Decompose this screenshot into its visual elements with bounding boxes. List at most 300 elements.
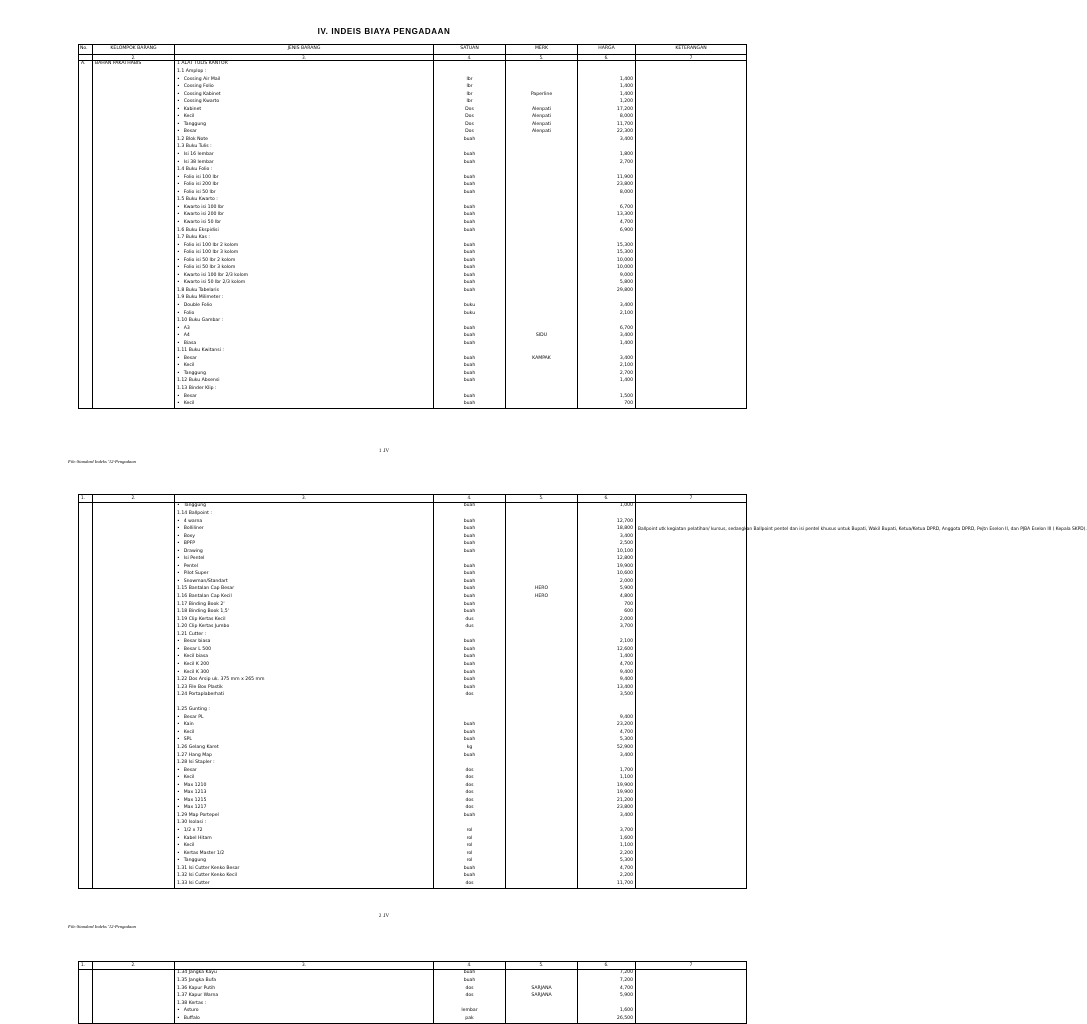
cell-keterangan — [636, 684, 747, 692]
cell-merk — [506, 197, 578, 205]
cell-no — [79, 843, 93, 851]
cell-satuan — [434, 631, 506, 639]
cell-satuan: buah — [434, 601, 506, 609]
cell-keterangan — [636, 310, 747, 318]
cell-keterangan — [636, 167, 747, 175]
table-row — [79, 677, 747, 685]
cell-merk — [506, 616, 578, 624]
cell-harga: 12,800 — [578, 556, 636, 564]
cell-keterangan — [636, 106, 747, 114]
cell-jenis — [175, 699, 434, 707]
item-label: 1.24 Portaplaberhati — [177, 692, 224, 698]
cell-harga: 1,600 — [578, 835, 636, 843]
cell-harga: 5,300 — [578, 737, 636, 745]
cell-satuan: pak — [434, 1015, 506, 1023]
cell-harga: 13,300 — [578, 212, 636, 220]
item-label: • Tanggung — [177, 122, 206, 127]
cell-kelompok — [93, 348, 175, 356]
cell-jenis — [175, 767, 434, 775]
cell-merk — [506, 661, 578, 669]
cell-jenis — [175, 1015, 434, 1023]
table-row — [79, 167, 747, 175]
cell-keterangan — [636, 386, 747, 394]
table-row — [79, 235, 747, 243]
cell-kelompok — [93, 1015, 175, 1023]
cell-satuan: buah — [434, 594, 506, 602]
cell-no — [79, 212, 93, 220]
cell-no — [79, 586, 93, 594]
item-label: 1.23 File Box Plastik — [177, 684, 223, 690]
cell-merk — [506, 775, 578, 783]
item-label: • Folio isi 100 lbr 3 kolom — [177, 250, 238, 255]
cell-merk — [506, 812, 578, 820]
cell-satuan: buah — [434, 541, 506, 549]
cell-satuan: buah — [434, 586, 506, 594]
cell-jenis — [175, 594, 434, 602]
item-label: • Besar — [177, 394, 197, 399]
cell-harga — [578, 760, 636, 768]
cell-satuan: dos — [434, 805, 506, 813]
cell-merk — [506, 227, 578, 235]
cell-jenis — [175, 729, 434, 737]
table-row — [79, 197, 747, 205]
p3-colnum-3: 3. — [175, 962, 434, 970]
cell-keterangan — [636, 363, 747, 371]
cell-kelompok — [93, 609, 175, 617]
cell-keterangan — [636, 797, 747, 805]
cell-kelompok — [93, 707, 175, 715]
cell-jenis — [175, 61, 434, 69]
cell-merk — [506, 219, 578, 227]
cell-merk — [506, 548, 578, 556]
cell-merk — [506, 767, 578, 775]
table-row — [79, 325, 747, 333]
table-row — [79, 978, 747, 986]
cell-jenis — [175, 250, 434, 258]
cell-satuan — [434, 69, 506, 77]
page-number-1: 1 .IV — [378, 449, 390, 454]
table-row — [79, 858, 747, 866]
cell-keterangan — [636, 272, 747, 280]
cell-merk — [506, 99, 578, 107]
item-label: 1.13 Binder Klip : — [177, 385, 217, 391]
cell-harga: 7,200 — [578, 970, 636, 978]
cell-satuan — [434, 61, 506, 69]
cell-merk — [506, 526, 578, 534]
cell-no — [79, 692, 93, 700]
cell-merk — [506, 737, 578, 745]
item-label: • Folio isi 50 lbr 3 kolom — [177, 265, 235, 270]
cell-jenis — [175, 692, 434, 700]
cell-satuan: buah — [434, 257, 506, 265]
cell-keterangan — [636, 69, 747, 77]
table-row — [79, 318, 747, 326]
cell-harga: 52,900 — [578, 745, 636, 753]
cell-jenis — [175, 646, 434, 654]
cell-keterangan — [636, 609, 747, 617]
header-harga: HARGA — [578, 45, 636, 55]
table-row — [79, 114, 747, 122]
cell-kelompok — [93, 775, 175, 783]
table-row — [79, 571, 747, 579]
item-label: • Cossing Kabinet — [177, 92, 221, 97]
cell-jenis — [175, 775, 434, 783]
cell-merk — [506, 533, 578, 541]
cell-merk — [506, 1000, 578, 1008]
cell-jenis — [175, 219, 434, 227]
cell-no — [79, 594, 93, 602]
item-label: 1.6 Buku Ekspidisi — [177, 227, 219, 233]
cell-harga: 700 — [578, 601, 636, 609]
cell-keterangan — [636, 993, 747, 1001]
item-label: • Cossing Air Mail — [177, 77, 220, 82]
cell-harga: 11,700 — [578, 880, 636, 888]
cell-kelompok — [93, 985, 175, 993]
cell-merk — [506, 729, 578, 737]
p3-colnum-5: 5. — [506, 962, 578, 970]
cell-no — [79, 518, 93, 526]
cell-jenis — [175, 393, 434, 401]
cell-keterangan — [636, 152, 747, 160]
cell-no — [79, 722, 93, 730]
cell-kelompok — [93, 189, 175, 197]
cell-no — [79, 782, 93, 790]
cell-no — [79, 257, 93, 265]
cell-satuan: buah — [434, 242, 506, 250]
cell-keterangan — [636, 970, 747, 978]
cell-jenis — [175, 204, 434, 212]
item-label: • Pentel — [177, 564, 198, 569]
cell-kelompok — [93, 677, 175, 685]
cell-jenis — [175, 197, 434, 205]
cell-jenis — [175, 624, 434, 632]
cell-merk — [506, 820, 578, 828]
table-row — [79, 820, 747, 828]
cell-kelompok — [93, 858, 175, 866]
cell-satuan: Dos — [434, 129, 506, 137]
cell-harga: 1,400 — [578, 340, 636, 348]
item-label: • Pilot Super — [177, 571, 208, 576]
cell-jenis — [175, 76, 434, 84]
cell-satuan: buah — [434, 204, 506, 212]
cell-merk — [506, 835, 578, 843]
cell-no — [79, 1015, 93, 1023]
cell-harga: 10,600 — [578, 571, 636, 579]
cell-merk — [506, 790, 578, 798]
item-label: • Max 1217 — [177, 805, 206, 810]
cell-kelompok — [93, 518, 175, 526]
table-row — [79, 272, 747, 280]
cell-jenis — [175, 287, 434, 295]
cell-no — [79, 654, 93, 662]
table-row — [79, 355, 747, 363]
item-label: • Kecil — [177, 363, 194, 368]
cell-jenis — [175, 586, 434, 594]
item-label: • Kwarto isi 100 lbr 2/3 kolom — [177, 273, 248, 278]
cell-kelompok — [93, 340, 175, 348]
cell-jenis — [175, 722, 434, 730]
cell-keterangan — [636, 401, 747, 409]
cell-kelompok — [93, 84, 175, 92]
cell-keterangan — [636, 707, 747, 715]
table-row — [79, 835, 747, 843]
item-label: • Folio isi 100 lbr 2 kolom — [177, 243, 238, 248]
cell-satuan — [434, 197, 506, 205]
cell-kelompok — [93, 167, 175, 175]
table-row — [79, 578, 747, 586]
cell-merk — [506, 1015, 578, 1023]
table-row — [79, 363, 747, 371]
cell-harga: 5,300 — [578, 858, 636, 866]
cell-keterangan — [636, 114, 747, 122]
p2-colnum-2: 2. — [93, 495, 175, 503]
cell-keterangan — [636, 880, 747, 888]
cell-harga: 2,100 — [578, 639, 636, 647]
cell-jenis — [175, 272, 434, 280]
cell-harga: 19,900 — [578, 790, 636, 798]
cell-harga: 10,100 — [578, 548, 636, 556]
cell-harga: 1,200 — [578, 99, 636, 107]
item-label: • SPL — [177, 737, 192, 742]
cell-harga: 1,000 — [578, 503, 636, 511]
cell-keterangan — [636, 775, 747, 783]
cell-keterangan — [636, 782, 747, 790]
cell-harga — [578, 167, 636, 175]
cell-harga: 2,700 — [578, 159, 636, 167]
cell-satuan: buah — [434, 355, 506, 363]
cell-harga: 3,400 — [578, 303, 636, 311]
item-label: 1.28 Isi Stapler : — [177, 760, 215, 766]
cell-satuan: dus — [434, 624, 506, 632]
cell-jenis — [175, 69, 434, 77]
cell-merk — [506, 511, 578, 519]
table-row — [79, 401, 747, 409]
cell-jenis — [175, 737, 434, 745]
cell-kelompok — [93, 370, 175, 378]
item-label: • Folio — [177, 311, 194, 316]
cell-merk — [506, 363, 578, 371]
table-row — [79, 144, 747, 152]
cell-harga — [578, 348, 636, 356]
cell-jenis — [175, 114, 434, 122]
cell-harga: 11,900 — [578, 174, 636, 182]
cell-satuan: buah — [434, 752, 506, 760]
cell-satuan — [434, 348, 506, 356]
cell-no — [79, 609, 93, 617]
cell-keterangan-note: Ballpoint utk kegiatan pelatihan/ kursus, sedangkan Ballpoint pentel dan isi pentel khusus untuk Bupati, Wakil Bupati, Ketua/Ketua DPRD, Anggota DPRD, Pejtn Eselon II, dan PJBA Eselon III ( Kepala SKPD). — [636, 511, 747, 549]
cell-merk — [506, 76, 578, 84]
cell-harga: 2,000 — [578, 616, 636, 624]
cell-satuan: buah — [434, 677, 506, 685]
cell-keterangan — [636, 767, 747, 775]
cell-satuan: Dos — [434, 114, 506, 122]
table-row — [79, 594, 747, 602]
cell-merk — [506, 843, 578, 851]
cell-kelompok — [93, 624, 175, 632]
cell-merk — [506, 782, 578, 790]
table-row — [79, 639, 747, 647]
cell-kelompok — [93, 978, 175, 986]
item-label: • BPFP — [177, 541, 195, 546]
cell-kelompok — [93, 805, 175, 813]
cell-keterangan — [636, 985, 747, 993]
cell-no — [79, 880, 93, 888]
cell-jenis — [175, 265, 434, 273]
cell-no — [79, 159, 93, 167]
item-label: 1.7 Buku Kas : — [177, 235, 210, 241]
colnum-3: 3. — [175, 55, 434, 61]
cell-kelompok — [93, 661, 175, 669]
cell-kelompok — [93, 722, 175, 730]
cell-no — [79, 386, 93, 394]
cell-no — [79, 503, 93, 511]
cell-harga: 4,700 — [578, 865, 636, 873]
cell-keterangan — [636, 752, 747, 760]
file-label-1: File:Standard Indeks '12-Pengadaan — [68, 459, 136, 464]
item-label: 1.36 Kapur Putih — [177, 985, 216, 991]
table-row — [79, 631, 747, 639]
cell-harga: 2,200 — [578, 873, 636, 881]
cell-no — [79, 624, 93, 632]
cell-keterangan — [636, 1015, 747, 1023]
cell-merk — [506, 978, 578, 986]
cell-merk: SIDU — [506, 333, 578, 341]
cell-no — [79, 76, 93, 84]
table-row — [79, 828, 747, 836]
cell-keterangan — [636, 340, 747, 348]
cell-kelompok — [93, 1008, 175, 1016]
cell-jenis — [175, 533, 434, 541]
cell-satuan: buah — [434, 563, 506, 571]
cell-no — [79, 303, 93, 311]
cell-harga: 6,700 — [578, 325, 636, 333]
cell-satuan: buah — [434, 189, 506, 197]
table-row — [79, 189, 747, 197]
cell-satuan: buah — [434, 978, 506, 986]
item-label: • Folio isi 100 lbr — [177, 175, 219, 180]
cell-merk — [506, 624, 578, 632]
item-label: 1.32 Isi Cutter Kenko Kecil — [177, 873, 238, 879]
cell-no — [79, 737, 93, 745]
item-label: • Isi 16 lembar — [177, 152, 214, 157]
cell-keterangan — [636, 144, 747, 152]
cell-satuan: buah — [434, 812, 506, 820]
cell-satuan: buah — [434, 722, 506, 730]
cell-kelompok — [93, 646, 175, 654]
cell-no — [79, 1008, 93, 1016]
cell-satuan: buah — [434, 661, 506, 669]
cell-jenis — [175, 993, 434, 1001]
table-row — [79, 129, 747, 137]
cell-kelompok — [93, 212, 175, 220]
item-label: • Kertas Master 1/2 — [177, 851, 224, 856]
cell-harga: 2,500 — [578, 541, 636, 549]
cell-jenis — [175, 503, 434, 511]
cell-satuan: buah — [434, 340, 506, 348]
table-row — [79, 280, 747, 288]
cell-no — [79, 355, 93, 363]
cell-merk — [506, 571, 578, 579]
cell-merk — [506, 541, 578, 549]
cell-merk: Alenpati — [506, 121, 578, 129]
cell-no — [79, 393, 93, 401]
cell-merk — [506, 189, 578, 197]
table-row — [79, 152, 747, 160]
cell-jenis — [175, 745, 434, 753]
cell-kelompok — [93, 767, 175, 775]
cell-no — [79, 729, 93, 737]
table-row — [79, 556, 747, 564]
item-label: • Bolliliner — [177, 526, 204, 531]
item-label: • Kecil — [177, 730, 194, 735]
cell-keterangan — [636, 745, 747, 753]
cell-keterangan — [636, 378, 747, 386]
cell-no — [79, 1000, 93, 1008]
cell-kelompok — [93, 828, 175, 836]
cell-no — [79, 235, 93, 243]
cell-satuan: buah — [434, 865, 506, 873]
item-label: 1.8 Buku Tabelaris — [177, 287, 219, 293]
cell-merk — [506, 386, 578, 394]
cell-keterangan — [636, 639, 747, 647]
cell-merk — [506, 265, 578, 273]
cell-merk: Paperline — [506, 91, 578, 99]
cell-merk — [506, 873, 578, 881]
cell-jenis — [175, 858, 434, 866]
cell-keterangan — [636, 631, 747, 639]
cell-harga: 4,700 — [578, 219, 636, 227]
cell-jenis — [175, 556, 434, 564]
cell-kelompok — [93, 993, 175, 1001]
cell-jenis — [175, 873, 434, 881]
item-label: • 1/2 x 72 — [177, 828, 203, 833]
cell-satuan: buah — [434, 227, 506, 235]
header-kelompok: KELOMPOK BARANG — [93, 45, 175, 55]
colnum-5: 5. — [506, 55, 578, 61]
cell-jenis — [175, 805, 434, 813]
table-row — [79, 714, 747, 722]
cell-no — [79, 227, 93, 235]
cell-no — [79, 541, 93, 549]
cell-satuan — [434, 1000, 506, 1008]
cell-no — [79, 272, 93, 280]
cell-merk — [506, 677, 578, 685]
cell-jenis — [175, 174, 434, 182]
table-row — [79, 729, 747, 737]
cell-no — [79, 318, 93, 326]
cell-satuan: buku — [434, 303, 506, 311]
colnum-4: 4. — [434, 55, 506, 61]
item-label: 1.35 Jangka Bufa — [177, 978, 217, 984]
item-label: • Boxy — [177, 534, 195, 539]
cell-no — [79, 204, 93, 212]
p3-colnum-7: 7 — [636, 962, 747, 970]
cell-harga: 9,000 — [578, 272, 636, 280]
cell-kelompok — [93, 578, 175, 586]
table-row — [79, 348, 747, 356]
cell-keterangan — [636, 227, 747, 235]
item-label: 1.16 Bantalan Cap Kecil — [177, 594, 232, 600]
item-label: • Cossing Folio — [177, 84, 214, 89]
cell-keterangan — [636, 729, 747, 737]
table-row — [79, 669, 747, 677]
cell-no — [79, 767, 93, 775]
item-label: • Kecil — [177, 843, 194, 848]
cell-keterangan — [636, 661, 747, 669]
cell-kelompok — [93, 393, 175, 401]
cell-jenis — [175, 136, 434, 144]
cell-jenis — [175, 355, 434, 363]
